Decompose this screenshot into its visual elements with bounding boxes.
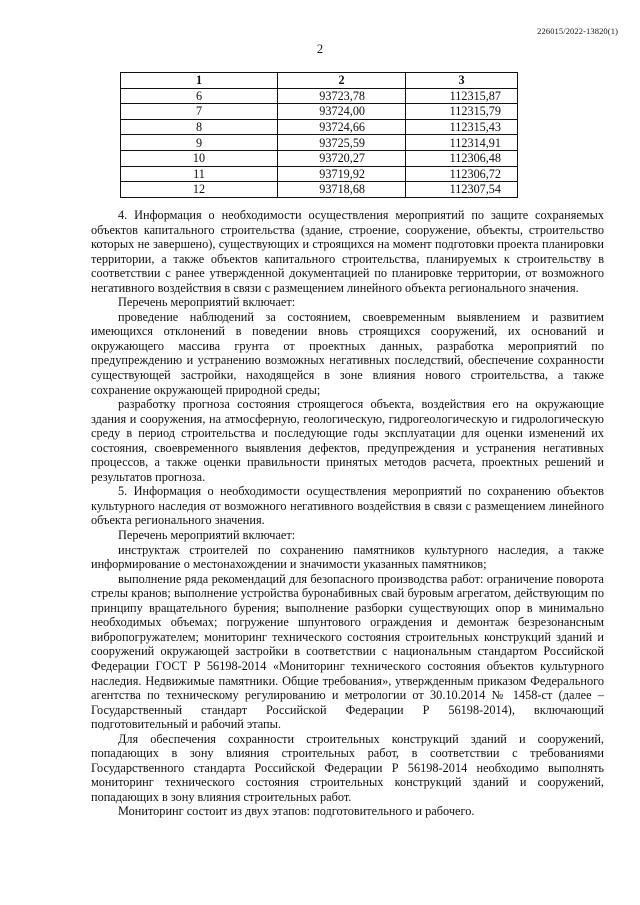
table-row — [121, 150, 518, 166]
table-row — [121, 182, 518, 198]
table-row — [121, 135, 518, 151]
column-header-2: 2 — [278, 73, 406, 89]
measure-observations-paragraph: проведение наблюдений за состоянием, своевременным выявлением и развитием имеющихся отклонений в поведении вновь строящихся сооружений, их оснований и окружающего массива грунта от проектных данных, разработка мероприятий по предупреждению и устранению возможных негативных последствий, обеспечение сохранности существующей застройки, находящейся в зоне влияния нового строительства, а также сохранение окружающей природной среды; — [91, 309, 604, 397]
point-number-cell: 10 — [121, 150, 278, 166]
x-coordinate-cell: 93725,59 — [278, 135, 406, 151]
point-number-cell: 6 — [121, 88, 278, 104]
y-coordinate-cell: 112315,79 — [406, 104, 518, 120]
document-body — [91, 208, 604, 819]
measure-forecast-paragraph: разработку прогноза состояния строящегося объекта, воздействия его на окружающие здания и сооружения, на атмосферную, геологическую, гидрогеологическую и гидрологическую среду в период строительства и последующие годы эксплуатации для оценки изменений их состояния, своевременного выявления дефектов, предупреждения и устранения негативных процессов, а также оценки правильности принятых методов расчета, проектных решений и результатов прогноза. — [91, 397, 604, 484]
point-number-cell: 11 — [121, 166, 278, 182]
monitoring-requirement-paragraph: Для обеспечения сохранности строительных конструкций зданий и сооружений, попадающих в зону влияния строительных работ, в соответствии с требованиями Государственного стандарта Российской Федерации Р 56198-2014 необходимо выполнять мониторинг технического состояния строительных конструкций зданий и сооружений, попадающих в зону влияния строительных работ. — [91, 731, 604, 804]
y-coordinate-cell: 112307,54 — [406, 182, 518, 198]
document-id: 226015/2022-13820(1) — [537, 26, 618, 36]
y-coordinate-cell: 112315,43 — [406, 119, 518, 135]
point-number-cell: 7 — [121, 104, 278, 120]
page-number: 2 — [316, 42, 324, 56]
y-coordinate-cell: 112306,72 — [406, 166, 518, 182]
column-header-1: 1 — [121, 73, 278, 89]
table-row — [121, 88, 518, 104]
table-row — [121, 119, 518, 135]
y-coordinate-cell: 112315,87 — [406, 88, 518, 104]
x-coordinate-cell: 93723,78 — [278, 88, 406, 104]
point-number-cell: 9 — [121, 135, 278, 151]
column-header-3: 3 — [406, 73, 518, 89]
x-coordinate-cell: 93724,00 — [278, 104, 406, 120]
point-number-cell: 12 — [121, 182, 278, 198]
measure-briefing-paragraph: инструктаж строителей по сохранению памятников культурного наследия, а также информирование о местонахождении и значимости указанных памятников; — [91, 542, 604, 572]
x-coordinate-cell: 93719,92 — [278, 166, 406, 182]
table-row — [121, 104, 518, 120]
monitoring-stages-paragraph: Мониторинг состоит из двух этапов: подготовительного и рабочего. — [118, 804, 475, 819]
measures-list-intro: Перечень мероприятий включает: — [118, 295, 296, 310]
x-coordinate-cell: 93724,66 — [278, 119, 406, 135]
point-number-cell: 8 — [121, 119, 278, 135]
measures-list-intro: Перечень мероприятий включает: — [118, 528, 296, 543]
x-coordinate-cell: 93718,68 — [278, 182, 406, 198]
section-4-heading-paragraph: 4. Информация о необходимости осуществления мероприятий по защите сохраняемых объектов капитального строительства (здание, строение, сооружение, объекты, строительство которых не завершено), существующих и строящихся на момент подготовки проекта планировки территории, а также объектов капитального строительства, планируемых к строительству в соответствии с ранее утвержденной документацией по планировке территории, от возможного негативного воздействия в связи с размещением линейного объекта регионального значения. — [91, 208, 604, 295]
coordinates-table — [120, 72, 518, 198]
table-header-row — [121, 73, 518, 89]
x-coordinate-cell: 93720,27 — [278, 150, 406, 166]
y-coordinate-cell: 112314,91 — [406, 135, 518, 151]
y-coordinate-cell: 112306,48 — [406, 150, 518, 166]
section-5-heading-paragraph: 5. Информация о необходимости осуществления мероприятий по сохранению объектов культурного наследия от возможного негативного воздействия в связи с размещением линейного объекта регионального значения. — [91, 484, 604, 528]
table-row — [121, 166, 518, 182]
measure-recommendations-paragraph: выполнение ряда рекомендаций для безопасного производства работ: ограничение поворота стрелы кранов; выполнение устройства буронабивных свай буровым агрегатом, действующим по принципу вращательного бурения; выполнение разборки существующих опор в минимально необходимых объемах; погружение шпунтового ограждения и демонтаж безрезонансным вибропогружателем; мониторинг технического состояния строительных конструкций зданий и сооружений окружающей застройки в соответствии с национальным стандартом Российской Федерации ГОСТ Р 56198-2014 «Мониторинг технического состояния объектов культурного наследия. Недвижимые памятники. Общие требования», утвержденным приказом Федерального агентства по техническому регулированию и метрологии от 30.10.2014 № 1458-ст (далее – Государственный стандарт Российской Федерации Р 56198-2014), включающий подготовительный и рабочий этапы. — [91, 571, 604, 732]
